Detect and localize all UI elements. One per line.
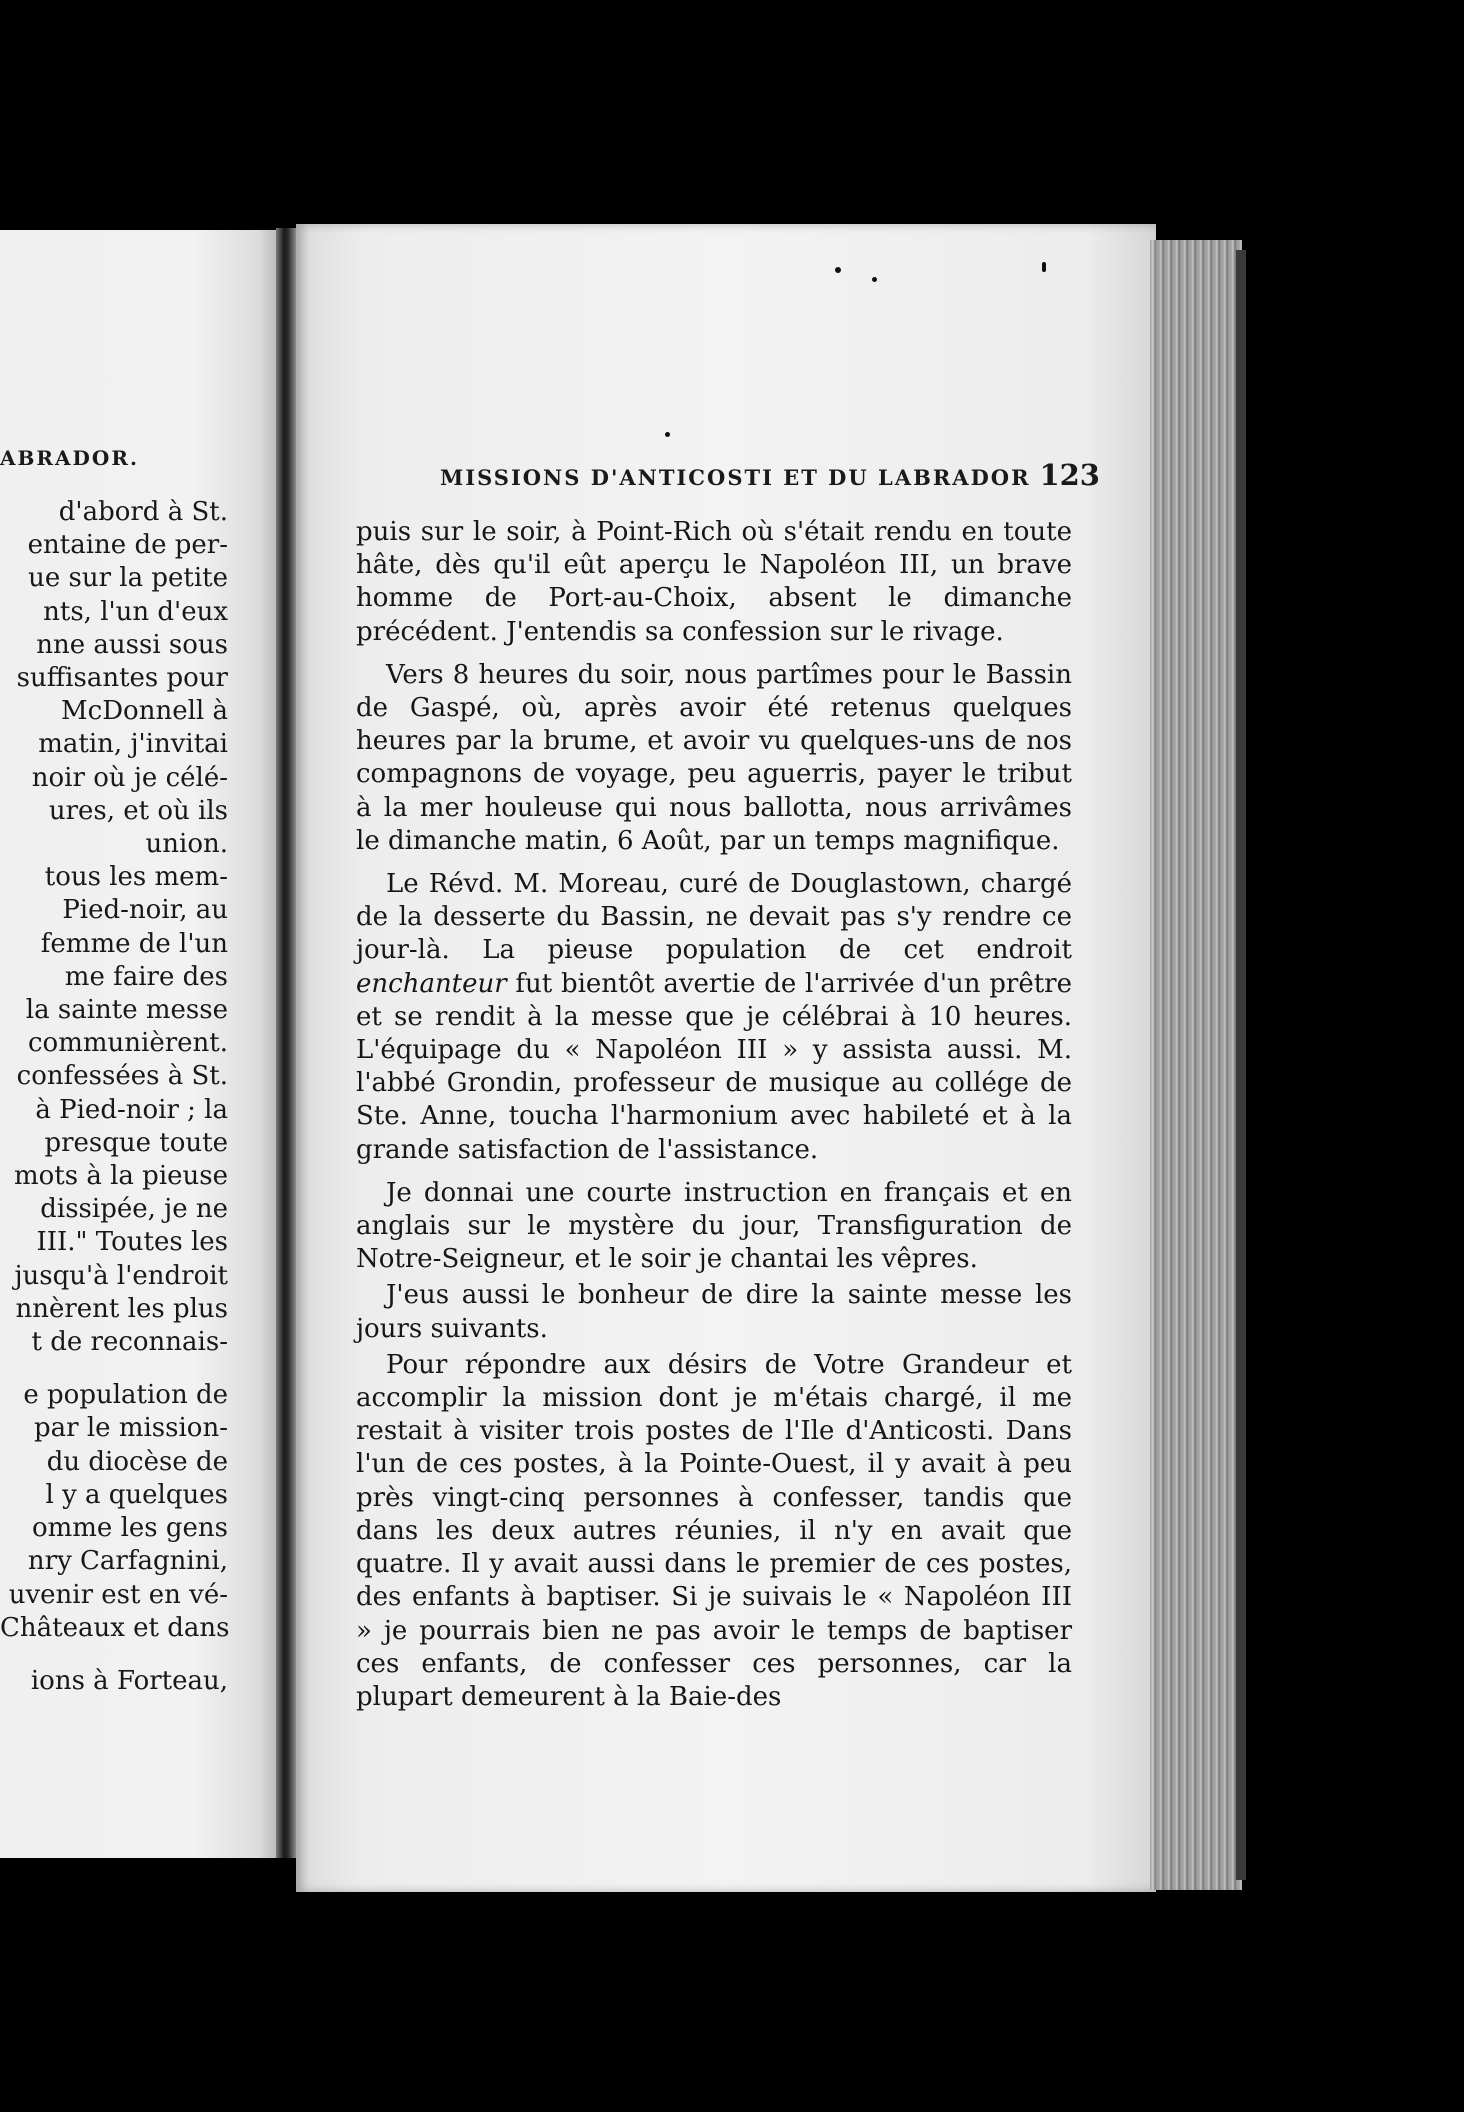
left-line: union. — [145, 829, 228, 860]
left-line: tous les mem- — [44, 862, 228, 893]
left-line: ue sur la petite — [28, 563, 228, 594]
left-line: femme de l'un — [40, 928, 228, 959]
left-line: uvenir est en vé- — [8, 1579, 228, 1610]
left-line: noir où je célé- — [31, 762, 228, 793]
left-line: dissipée, je ne — [40, 1194, 228, 1225]
paragraph-text: fut bientôt avertie de l'arrivée d'un prêtre et se rendit à la messe que je célébrai à 10 heures. L'équipage du « Napoléon III » y assista aussi. M. l'abbé Grondin, professeur de musique au collége de Ste. Anne, toucha l'harmonium avec habileté et à la grande satisfaction de l'assistance. — [356, 968, 1072, 1165]
page-edges — [1150, 240, 1242, 1890]
paragraph: Vers 8 heures du soir, nous partîmes pour le Bassin de Gaspé, où, après avoir été retenus quelques heures par la brume, et avoir vu quelques-uns de nos compagnons de voyage, peu aguerris, payer le tribut à la mer houleuse qui nous ballotta, nous arrivâmes le dimanche matin, 6 Août, par un temps magnifique. — [356, 659, 1072, 856]
page-number: 123 — [1039, 458, 1100, 492]
left-paragraph-gap — [0, 1359, 228, 1379]
scan-speck — [1042, 262, 1046, 272]
left-line: la sainte messe — [25, 995, 228, 1026]
left-line: nry Carfagnini, — [27, 1546, 228, 1577]
page-body — [356, 516, 1072, 1717]
left-line: ures, et où ils — [48, 795, 228, 826]
left-line: d'abord à St. — [58, 497, 228, 527]
left-running-head: ABRADOR. — [0, 446, 139, 470]
left-line: III." Toutes les — [36, 1227, 228, 1258]
paragraph: J'eus aussi le bonheur de dire la sainte messe les jours suivants. — [356, 1280, 1072, 1344]
left-line: e population de — [23, 1380, 228, 1411]
left-line: nne aussi sous — [36, 629, 228, 660]
left-line: t de reconnais- — [31, 1327, 228, 1358]
left-paragraph-gap — [0, 1645, 228, 1665]
emphasis-text: enchanteur — [356, 968, 507, 999]
left-line: nts, l'un d'eux — [43, 596, 228, 627]
paragraph-text: Le Révd. M. Moreau, curé de Douglastown, chargé de la desserte du Bassin, ne devait pas s'y rendre ce jour-là. La pieuse population de cet endroit — [356, 869, 1072, 966]
paragraph: Pour répondre aux désirs de Votre Grandeur et accomplir la mission dont je m'étais chargé, il me restait à visiter trois postes de l'Ile d'Anticosti. Dans l'un de ces postes, à la Pointe-Ouest, il y avait à peu près vingt-cinq personnes à confesser, tandis que dans les deux autres réunies, il n'y en avait que quatre. Il y avait aussi dans le premier de ces postes, des enfants à baptiser. Si je suivais le « Napoléon III » je pourrais bien ne pas avoir le temps de baptiser ces enfants, de confesser ces personnes, car la plupart demeurent à la Baie-des — [356, 1349, 1072, 1712]
page-edge-shadow — [1236, 250, 1246, 1880]
left-line: McDonnell à — [61, 696, 228, 727]
left-line: matin, j'invitai — [38, 729, 228, 760]
left-line: omme les gens — [31, 1513, 228, 1544]
left-line: suffisantes pour — [16, 663, 228, 694]
left-line: Châteaux et dans — [0, 1612, 230, 1643]
running-head — [440, 458, 1100, 498]
left-line: communièrent. — [28, 1028, 228, 1059]
left-line: confessées à St. — [16, 1061, 228, 1092]
scan-speck — [665, 432, 670, 437]
book-gutter — [276, 228, 296, 1858]
left-line: nnèrent les plus — [15, 1293, 228, 1324]
left-line: jusqu'à l'endroit — [14, 1260, 228, 1291]
left-line: du diocèse de — [46, 1446, 228, 1477]
scan-speck — [835, 267, 841, 273]
left-line: à Pied-noir ; la — [35, 1094, 228, 1125]
left-line: me faire des — [64, 961, 228, 992]
paragraph — [356, 868, 1072, 1167]
paragraph: puis sur le soir, à Point-Rich où s'était rendu en toute hâte, dès qu'il eût aperçu le Napoléon III, un brave homme de Port-au-Choix, absent le dimanche précédent. J'entendis sa confession sur le rivage. — [356, 517, 1072, 647]
scan-speck — [872, 277, 877, 282]
left-line: ions à Forteau, — [30, 1665, 228, 1696]
left-line: par le mission- — [34, 1413, 228, 1444]
left-line: l y a quelques — [45, 1479, 228, 1510]
left-line: mots à la pieuse — [13, 1161, 228, 1192]
paragraph: Je donnai une courte instruction en français et en anglais sur le mystère du jour, Transfiguration de Notre-Seigneur, et le soir je chantai les vêpres. — [356, 1177, 1072, 1275]
left-line: presque toute — [44, 1127, 228, 1158]
running-title: MISSIONS D'ANTICOSTI ET DU LABRADOR — [440, 465, 1031, 490]
left-page-text — [0, 496, 228, 1698]
left-line: entaine de per- — [27, 530, 228, 561]
left-line: Pied-noir, au — [62, 895, 228, 926]
